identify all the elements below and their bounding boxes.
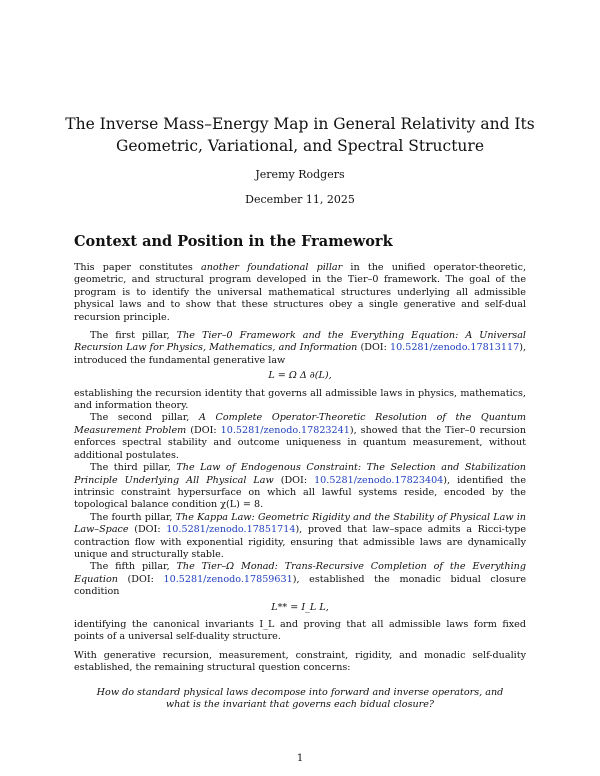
text-run: ), identified the intrinsic constraint hypersurface on which all lawful systems reside, encoded by the topological balance condition χ(L) = 8. — [74, 474, 527, 511]
equation-everything: L = Ω Δ ∂(L), — [268, 370, 332, 382]
section-heading: Context and Position in the Framework — [74, 233, 393, 250]
emphasis-text: another foundational pillar — [201, 262, 343, 273]
doi-link[interactable]: 10.5281/zenodo.17859631 — [163, 573, 293, 585]
text-run: (DOI: — [357, 342, 390, 354]
paper-title: The Inverse Mass–Energy Map in General Relativity and Its Geometric, Variational, and Spectral Structure — [65, 115, 535, 155]
doi-link[interactable]: 10.5281/zenodo.17823404 — [314, 474, 444, 486]
paper-title-citation: A Complete Operator-Theoretic Resolution of the Quantum Measurement Problem — [74, 412, 526, 436]
publication-date: December 11, 2025 — [245, 193, 355, 206]
text-run: The second pillar, — [90, 412, 199, 424]
paragraph-intro — [74, 262, 526, 324]
equation-bidual-closure: L** = I_L L, — [271, 601, 329, 613]
research-question: How do standard physical laws decompose into forward and inverse operators, and what is the invariant that governs each bidual closure? — [96, 686, 504, 710]
text-run: (DOI: — [117, 573, 164, 585]
paragraph-second-pillar — [74, 412, 526, 462]
paper-title-citation: The Tier–Ω Monad: Trans-Recursive Completion of the Everything Equation — [74, 561, 526, 585]
text-run: ), showed that the Tier–0 recursion enforces spectral stability and outcome uniqueness in quantum measurement, without additional postulates. — [74, 424, 527, 461]
text-run: (DOI: — [128, 524, 167, 536]
text-run: ), introduced the fundamental generative law — [74, 342, 526, 366]
text-run: in the unified operator-theoretic, geometric, and structural program developed in the Tier–0 framework. The goal of the program is to identify the universal mathematical structures underlying all admissible physical laws and to show that these structures obey a single generative and self-dual recursion principle. — [74, 262, 526, 323]
text-run: The first pillar, — [90, 330, 177, 342]
paper-title-citation: The Law of Endogenous Constraint: The Selection and Stabilization Principle Underlying All Physical Law — [74, 462, 526, 486]
doi-link[interactable]: 10.5281/zenodo.17823241 — [220, 424, 350, 436]
paragraph-recursion-identity: establishing the recursion identity that governs all admissible laws in physics, mathematics, and information theory. — [74, 387, 526, 412]
section-body — [74, 262, 526, 711]
paragraph-fifth-pillar — [74, 561, 526, 598]
text-run: The fifth pillar, — [90, 561, 177, 573]
text-run: (DOI: — [186, 424, 221, 436]
paragraph-third-pillar — [74, 462, 526, 512]
author-name: Jeremy Rodgers — [255, 168, 345, 181]
paper-title-citation: The Kappa Law: Geometric Rigidity and the Stability of Physical Law in Law–Space — [74, 511, 526, 536]
text-run: The third pillar, — [90, 462, 177, 474]
paragraph-canonical-invariants: identifying the canonical invariants I_L and proving that all admissible laws form fixed points of a universal self-duality structure. — [74, 618, 526, 643]
text-run: ), established the monadic bidual closure condition — [74, 573, 526, 598]
doi-link[interactable]: 10.5281/zenodo.17851714 — [166, 524, 296, 536]
doi-link[interactable]: 10.5281/zenodo.17813117 — [389, 342, 520, 354]
paragraph-first-pillar — [74, 330, 526, 367]
text-run: The fourth pillar, — [90, 511, 176, 523]
text-run: (DOI: — [273, 474, 315, 486]
text-run: This paper constitutes — [74, 262, 202, 273]
paragraph-remaining-question: With generative recursion, measurement, constraint, rigidity, and monadic self-duality established, the remaining structural question concerns: — [74, 649, 526, 674]
paper-title-citation: The Tier–0 Framework and the Everything Equation: A Universal Recursion Law for Physics, Mathematics, and Information — [74, 330, 526, 354]
page-number: 1 — [296, 753, 304, 764]
text-run: ), proved that law–space admits a Ricci-type contraction flow with exponential rigidity, ensuring that admissible laws are dynamically unique and structurally stable. — [74, 524, 527, 560]
paragraph-fourth-pillar — [74, 512, 526, 562]
